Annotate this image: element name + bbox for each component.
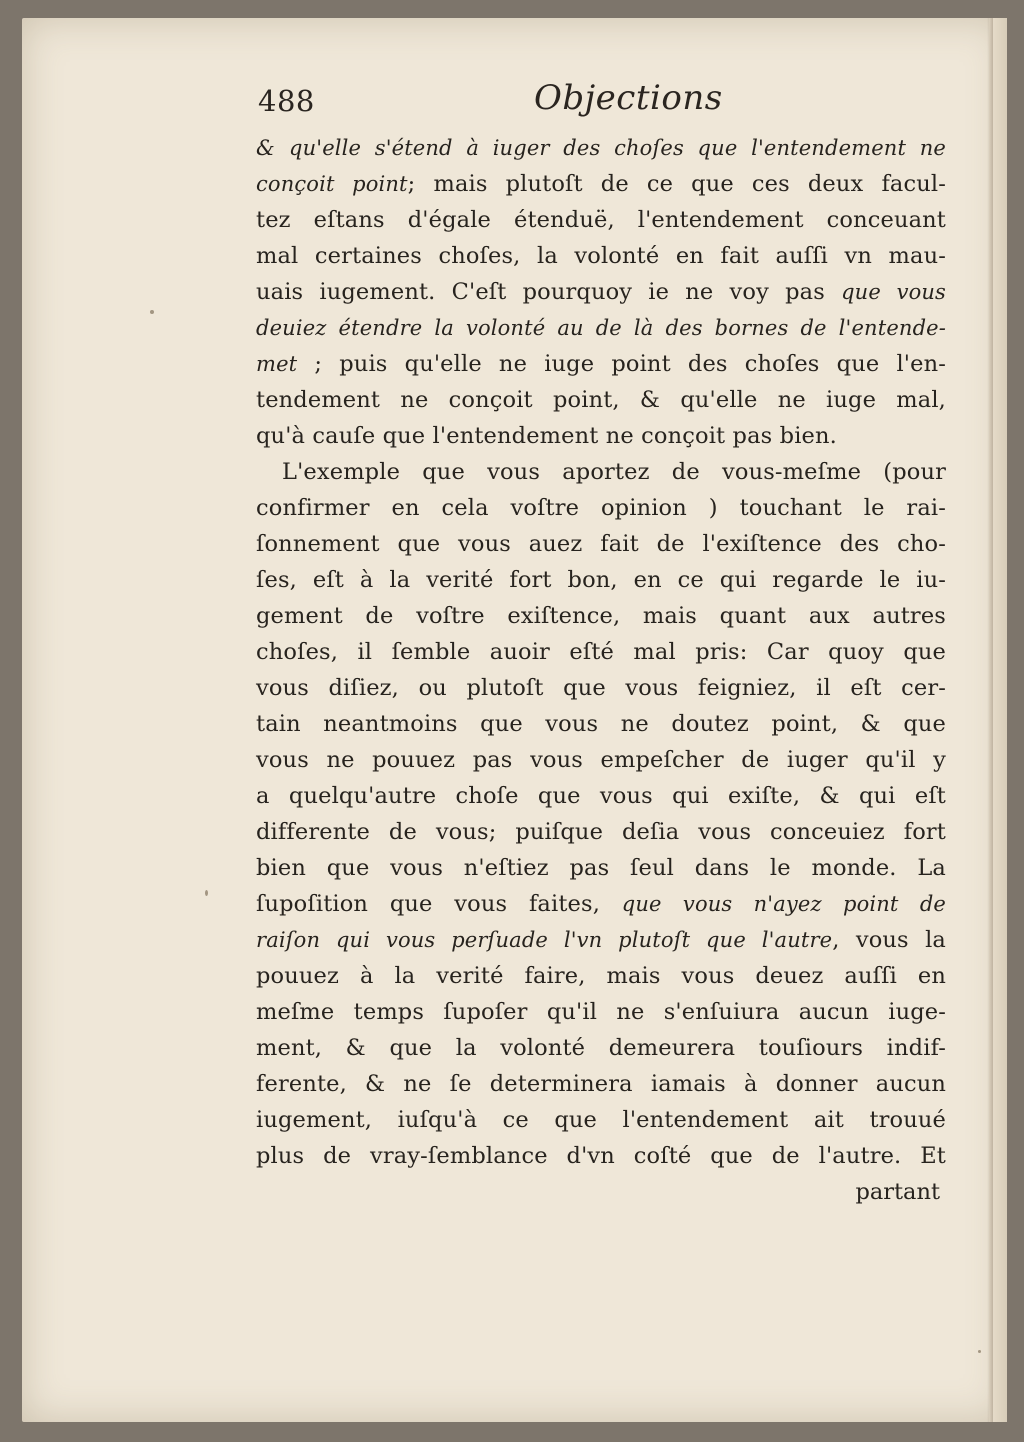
text-line bbox=[256, 598, 946, 634]
text-line bbox=[256, 1138, 946, 1174]
running-head: Objections bbox=[534, 78, 723, 118]
text-line bbox=[256, 346, 946, 382]
text-line bbox=[256, 958, 946, 994]
text-segment: bien que vous n'eſtiez pas ſeul dans le monde. La bbox=[256, 855, 946, 881]
italic-segment: raiſon qui vous perſuade l'vn plutoſt que l'autre bbox=[256, 928, 833, 952]
italic-segment: que vous bbox=[841, 280, 946, 304]
gutter-shadow bbox=[987, 18, 993, 1422]
catchword: partant bbox=[855, 1179, 940, 1205]
italic-segment: qu'elle s'étend à iuger des choſes que l'entendement ne bbox=[289, 136, 946, 160]
text-segment: ; mais plutoſt de ce que ces deux facul- bbox=[407, 171, 946, 197]
text-segment: tez eſtans d'égale étenduë, l'entendement conceuant bbox=[256, 207, 946, 233]
text-segment: vous diſiez, ou plutoſt que vous feigniez, il eſt cer- bbox=[256, 675, 946, 701]
text-segment: ſupoſition que vous faites, bbox=[256, 891, 622, 917]
text-segment: , vous la bbox=[832, 927, 946, 953]
text-segment: vous ne pouuez pas vous empeſcher de iuger qu'il y bbox=[256, 747, 946, 773]
text-line bbox=[256, 814, 946, 850]
text-line bbox=[256, 922, 946, 958]
text-line bbox=[256, 166, 946, 202]
paper-speck bbox=[150, 310, 154, 314]
text-segment: L'exemple que vous aportez de vous-meſme (pour bbox=[282, 459, 946, 485]
text-line bbox=[256, 310, 946, 346]
text-line bbox=[256, 274, 946, 310]
text-segment: tendement ne conçoit point, & qu'elle ne iuge mal, bbox=[256, 387, 946, 413]
text-line bbox=[256, 454, 946, 490]
text-line bbox=[256, 886, 946, 922]
text-line bbox=[256, 1066, 946, 1102]
text-segment: differente de vous; puiſque deſia vous conceuiez fort bbox=[256, 819, 946, 845]
text-line bbox=[256, 670, 946, 706]
text-segment: plus de vray-ſemblance d'vn coſté que de l'autre. Et bbox=[256, 1143, 946, 1169]
text-line bbox=[256, 382, 946, 418]
text-line bbox=[256, 1030, 946, 1066]
text-line bbox=[256, 850, 946, 886]
paper-speck bbox=[205, 890, 208, 896]
text-line bbox=[256, 634, 946, 670]
text-segment: pouuez à la verité faire, mais vous deuez auſſi en bbox=[256, 963, 946, 989]
text-line bbox=[256, 418, 946, 454]
page-header bbox=[258, 78, 958, 128]
italic-segment: conçoit point bbox=[256, 172, 408, 196]
text-line bbox=[256, 490, 946, 526]
italic-segment: & bbox=[256, 136, 275, 160]
page-number: 488 bbox=[258, 84, 315, 118]
text-line bbox=[256, 1102, 946, 1138]
body-text bbox=[256, 130, 946, 1210]
text-line bbox=[256, 742, 946, 778]
text-segment: ſonnement que vous auez fait de l'exiſtence des cho- bbox=[256, 531, 946, 557]
text-segment: choſes, il ſemble auoir eſté mal pris: Car quoy que bbox=[256, 639, 946, 665]
text-line bbox=[256, 202, 946, 238]
text-segment: gement de voſtre exiſtence, mais quant aux autres bbox=[256, 603, 946, 629]
text-segment: tain neantmoins que vous ne doutez point, & que bbox=[256, 711, 946, 737]
italic-segment: met bbox=[256, 352, 298, 376]
text-segment: ſes, eſt à la verité fort bon, en ce qui regarde le iu- bbox=[256, 567, 946, 593]
text-segment: ; puis qu'elle ne iuge point des choſes que l'en- bbox=[297, 351, 946, 377]
text-segment: mal certaines choſes, la volonté en fait auſſi vn mau- bbox=[256, 243, 946, 269]
italic-segment: deuiez étendre la volonté au de là des bornes de l'entende- bbox=[256, 316, 946, 340]
text-segment: iugement, iuſqu'à ce que l'entendement ait trouué bbox=[256, 1107, 946, 1133]
text-line bbox=[256, 526, 946, 562]
text-line bbox=[256, 706, 946, 742]
italic-segment: que vous n'ayez point de bbox=[621, 892, 946, 916]
text-line bbox=[256, 994, 946, 1030]
text-line bbox=[256, 238, 946, 274]
text-segment: confirmer en cela voſtre opinion ) touchant le rai- bbox=[256, 495, 946, 521]
paper-speck bbox=[978, 1350, 981, 1353]
text-segment: qu'à cauſe que l'entendement ne conçoit pas bien. bbox=[256, 423, 837, 449]
text-segment bbox=[275, 135, 289, 161]
text-line bbox=[256, 778, 946, 814]
text-segment: uais iugement. C'eſt pourquoy ie ne voy pas bbox=[256, 279, 842, 305]
text-line bbox=[256, 130, 946, 166]
text-line bbox=[256, 562, 946, 598]
text-segment: ferente, & ne ſe determinera iamais à donner aucun bbox=[256, 1071, 946, 1097]
text-segment: a quelqu'autre choſe que vous qui exiſte, & qui eſt bbox=[256, 783, 946, 809]
text-segment: ment, & que la volonté demeurera touſiours indif- bbox=[256, 1035, 946, 1061]
text-segment: meſme temps ſupoſer qu'il ne s'enſuiura aucun iuge- bbox=[256, 999, 946, 1025]
